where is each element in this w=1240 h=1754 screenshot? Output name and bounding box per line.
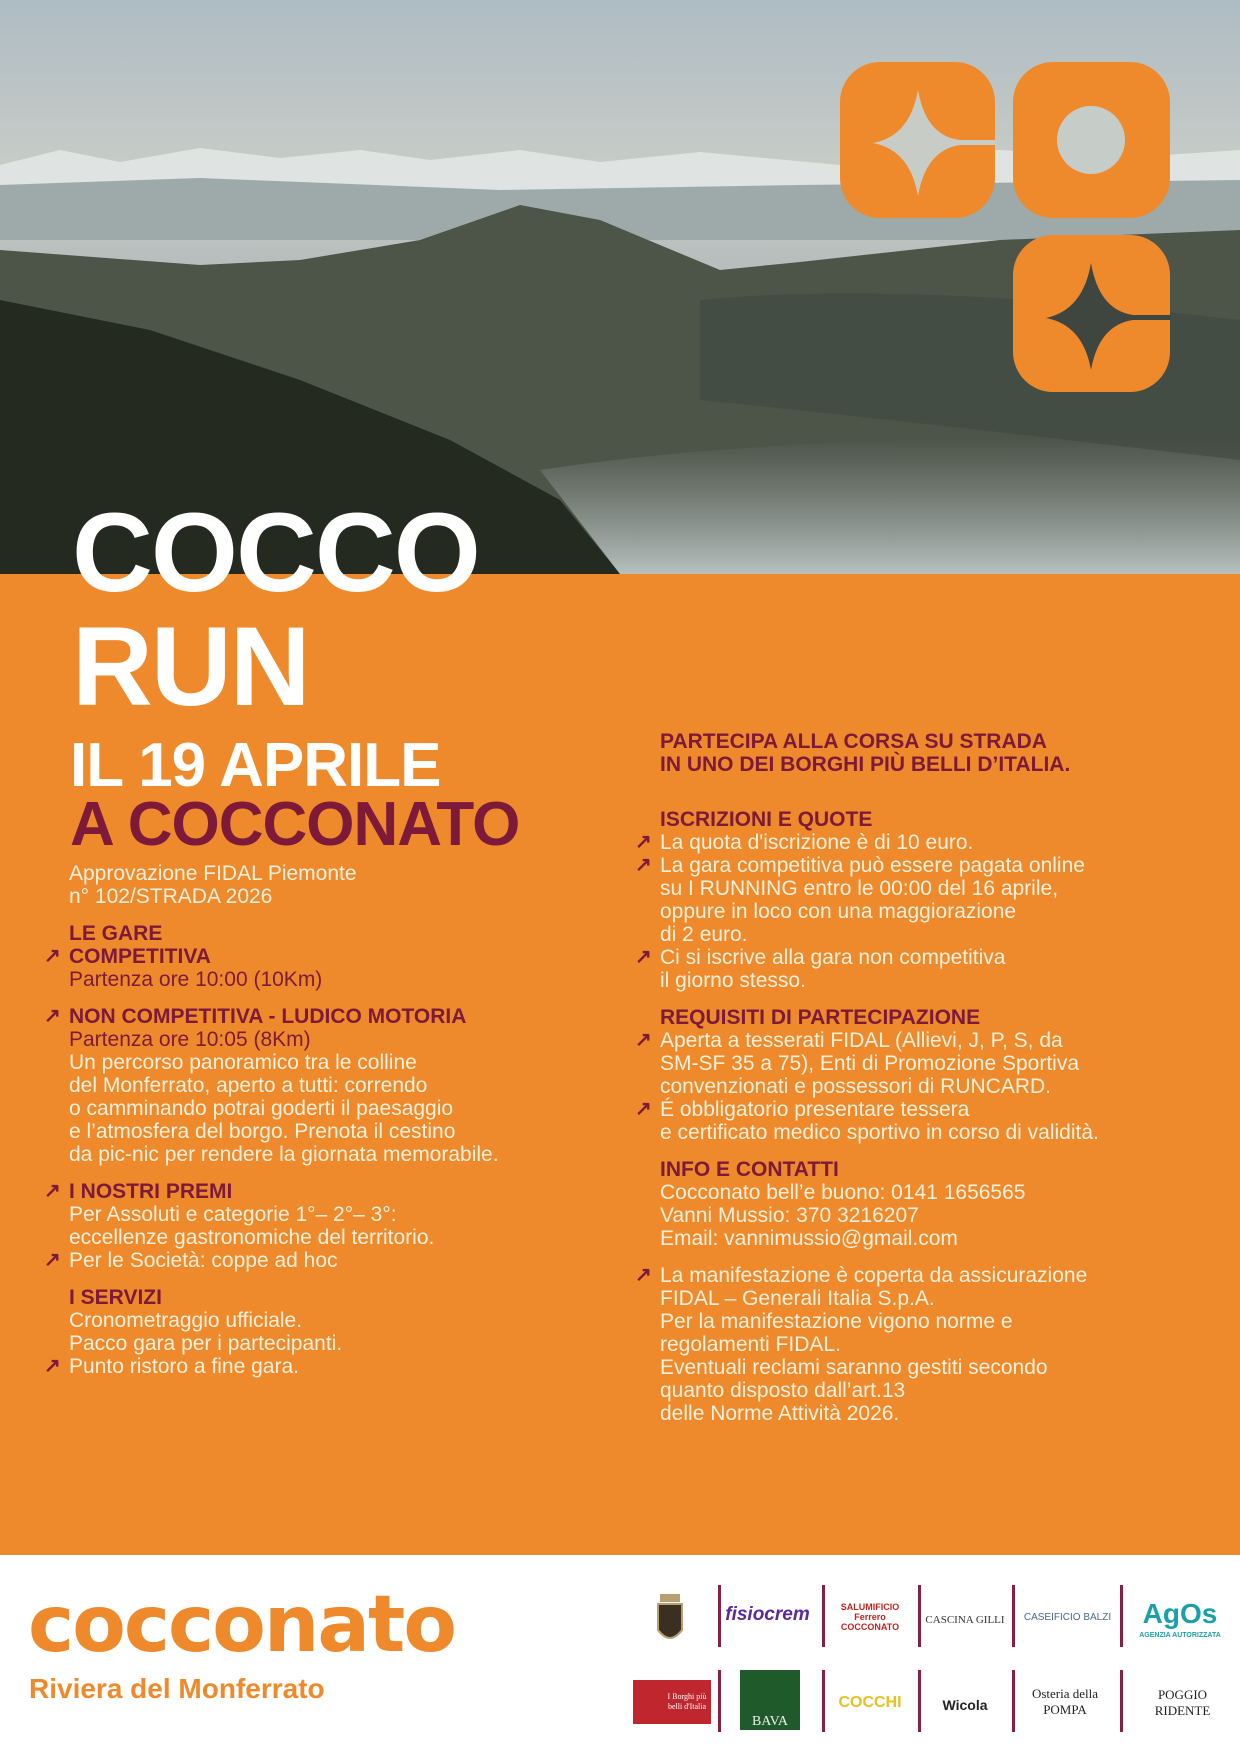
divider — [1120, 1670, 1123, 1732]
sponsor-poggio-ridente: POGGIO RIDENTE — [1154, 1687, 1211, 1718]
divider — [1012, 1585, 1015, 1647]
section-title: REQUISITI DI PARTECIPAZIONE — [660, 1006, 981, 1029]
text-line: e certificato medico sportivo in corso di validità. — [660, 1121, 1099, 1144]
agos-name: AgOs — [1142, 1598, 1218, 1630]
race-name: COMPETITIVA — [69, 945, 211, 968]
sponsor-caseificio-balzi: CASEIFICIO BALZI — [1023, 1612, 1112, 1623]
text-line: Per le Società: coppe ad hoc — [69, 1249, 338, 1272]
right-column — [635, 730, 1230, 1425]
text-line: oppure in loco con una maggiorazione — [660, 900, 1017, 923]
divider — [822, 1670, 825, 1732]
text-line: Aperta a tesserati FIDAL (Allievi, J, P, S, da — [660, 1029, 1063, 1052]
arrow-icon: ↗ — [635, 1098, 652, 1120]
text-line: Eventuali reclami saranno gestiti secondo — [660, 1356, 1048, 1379]
desc-line: da pic-nic per rendere la giornata memorabile. — [69, 1143, 499, 1166]
section-title: LE GARE — [69, 922, 163, 945]
approval-number: n° 102/STRADA 2026 — [69, 885, 273, 908]
arrow-icon: ↗ — [44, 945, 61, 967]
text-line: FIDAL – Generali Italia S.p.A. — [660, 1287, 935, 1310]
sponsor-borghi: I Borghi più belli d'Italia — [633, 1680, 711, 1724]
event-place: A COCCONATO — [70, 790, 520, 859]
intro-line: PARTECIPA ALLA CORSA SU STRADA — [660, 730, 1047, 753]
text-line: il giorno stesso. — [660, 969, 806, 992]
arrow-icon: ↗ — [44, 1005, 61, 1027]
race-name: NON COMPETITIVA - LUDICO MOTORIA — [69, 1005, 467, 1028]
arrow-icon: ↗ — [635, 1029, 652, 1051]
race-start: Partenza ore 10:05 (8Km) — [69, 1028, 311, 1051]
contact-phone: Cocconato bell’e buono: 0141 1656565 — [660, 1181, 1026, 1204]
divider — [1120, 1585, 1123, 1647]
arrow-icon: ↗ — [635, 854, 652, 876]
text-line: Cronometraggio ufficiale. — [69, 1309, 303, 1332]
arrow-icon: ↗ — [44, 1180, 61, 1202]
desc-line: e l’atmosfera del borgo. Prenota il cestino — [69, 1120, 456, 1143]
event-title-run: RUN — [72, 604, 309, 729]
section-title: INFO E CONTATTI — [660, 1158, 839, 1181]
text-line: La manifestazione è coperta da assicurazione — [660, 1264, 1088, 1287]
section-title: I SERVIZI — [69, 1286, 162, 1309]
text-line: Ci si iscrive alla gara non competitiva — [660, 946, 1006, 969]
text-line: La quota d'iscrizione è di 10 euro. — [660, 831, 974, 854]
arrow-icon: ↗ — [44, 1355, 61, 1377]
approval-text: Approvazione FIDAL Piemonte — [69, 862, 357, 885]
section-title: ISCRIZIONI E QUOTE — [660, 808, 873, 831]
divider — [1012, 1670, 1015, 1732]
divider — [718, 1670, 721, 1732]
sponsor-wicola: Wicola — [942, 1697, 988, 1713]
arrow-icon: ↗ — [635, 831, 652, 853]
divider — [918, 1670, 921, 1732]
cocconato-logo: cocconato — [28, 1580, 455, 1670]
text-line: quanto disposto dall’art.13 — [660, 1379, 906, 1402]
left-column — [44, 862, 589, 1378]
arrow-icon: ↗ — [635, 946, 652, 968]
desc-line: Un percorso panoramico tra le colline — [69, 1051, 417, 1074]
section-title: I NOSTRI PREMI — [69, 1180, 233, 1203]
contact-phone: Vanni Mussio: 370 3216207 — [660, 1204, 919, 1227]
event-title: COCCO — [72, 490, 479, 615]
sponsor-cocchi: COCCHI — [838, 1693, 902, 1711]
text-line: Per la manifestazione vigono norme e — [660, 1310, 1013, 1333]
text-line: SM-SF 35 a 75), Enti di Promozione Sportiva — [660, 1052, 1080, 1075]
text-line: Pacco gara per i partecipanti. — [69, 1332, 343, 1355]
sponsor-bava: BAVA — [740, 1670, 800, 1730]
divider — [918, 1585, 921, 1647]
tagline: Riviera del Monferrato — [29, 1673, 325, 1704]
sponsor-osteria-pompa: Osteria della POMPA — [1031, 1686, 1099, 1717]
contact-email[interactable]: Email: vannimussio@gmail.com — [660, 1227, 958, 1250]
event-date: IL 19 APRILE — [70, 731, 441, 800]
arrow-icon: ↗ — [635, 1264, 652, 1286]
sponsor-fisiocrem: fisiocrem — [725, 1604, 810, 1625]
text-line: regolamenti FIDAL. — [660, 1333, 841, 1356]
sponsor-ferrero: SALUMIFICIO Ferrero COCCONATO — [840, 1602, 900, 1632]
text-line: delle Norme Attività 2026. — [660, 1402, 900, 1425]
divider — [718, 1585, 721, 1647]
text-line: Punto ristoro a fine gara. — [69, 1355, 299, 1378]
text-line: É obbligatorio presentare tessera — [660, 1098, 970, 1121]
desc-line: o camminando potrai goderti il paesaggio — [69, 1097, 454, 1120]
desc-line: del Monferrato, aperto a tutti: correndo — [69, 1074, 428, 1097]
text-line: La gara competitiva può essere pagata online — [660, 854, 1085, 877]
arrow-icon: ↗ — [44, 1249, 61, 1271]
text-line: eccellenze gastronomiche del territorio. — [69, 1226, 435, 1249]
sponsor-cascina-gilli: CASCINA GILLI — [925, 1614, 1005, 1626]
municipal-crest-icon — [645, 1585, 695, 1655]
text-line: su I RUNNING entro le 00:00 del 16 aprile, — [660, 877, 1059, 900]
text-line: convenzionati e possessori di RUNCARD. — [660, 1075, 1051, 1098]
divider — [822, 1585, 825, 1647]
text-line: Per Assoluti e categorie 1°– 2°– 3°: — [69, 1203, 397, 1226]
sponsor-agos — [1135, 1590, 1225, 1648]
coc-logo-mark — [838, 60, 1173, 395]
race-start: Partenza ore 10:00 (10Km) — [69, 968, 323, 991]
text-line: di 2 euro. — [660, 923, 748, 946]
intro-line: IN UNO DEI BORGHI PIÙ BELLI D’ITALIA. — [660, 753, 1071, 776]
agos-sub: AGENZIA AUTORIZZATA — [1139, 1631, 1221, 1639]
